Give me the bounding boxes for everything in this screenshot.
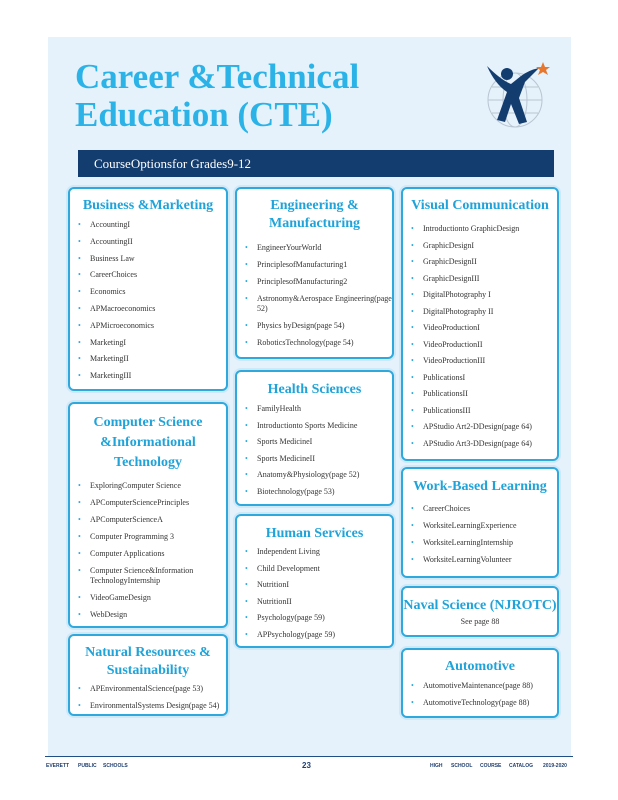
box-title-line-1: Natural Resources & (85, 645, 211, 660)
list-item: • AutomotiveMaintenance(page 88) (409, 681, 557, 691)
list-item: • MarketingI (76, 338, 226, 348)
list-item: • APEnvironmentalScience(page 53) (76, 684, 226, 694)
course-list (237, 547, 392, 640)
list-item: • VideoProductionII (409, 340, 557, 350)
list-item: • WorksiteLearningVolunteer (409, 555, 557, 565)
list-item: • Biotechnology(page 53) (243, 487, 392, 497)
list-item: • APComputerScienceA (76, 515, 226, 525)
list-item: • PublicationsI (409, 373, 557, 383)
list-item: • PublicationsII (409, 389, 557, 399)
course-list (70, 684, 226, 711)
list-item: • Physics byDesign(page 54) (243, 321, 392, 331)
footer-left-3: SCHOOLS (103, 763, 128, 769)
list-item: • MarketingIII (76, 371, 226, 381)
box-title-line-2: &Informational (100, 435, 196, 450)
list-item: • GraphicDesignI (409, 241, 557, 251)
course-list (403, 681, 557, 708)
business-marketing-box (68, 187, 228, 391)
list-item: • PublicationsIII (409, 406, 557, 416)
health-sciences-box (235, 370, 394, 506)
box-title: Work-Based Learning (413, 479, 547, 494)
list-item: • APStudio Art3-DDesign(page 64) (409, 439, 557, 449)
list-item: • APPsychology(page 59) (243, 630, 392, 640)
list-item: • Computer Programming 3 (76, 532, 226, 542)
page-number: 23 (302, 761, 311, 770)
box-title-line-2: Sustainability (106, 663, 190, 678)
list-item: • CareerChoices (76, 270, 226, 280)
list-item: • VideoProductionIII (409, 356, 557, 366)
box-title-line-2: Manufacturing (269, 216, 360, 231)
footer-right-3: COURSE (480, 763, 502, 769)
list-item: • VideoGameDesign (76, 593, 226, 603)
course-list (403, 224, 557, 449)
list-item: • APComputerSciencePrinciples (76, 498, 226, 508)
list-item: • Astronomy&Aerospace Engineering(page 52) (243, 294, 392, 314)
list-item: • GraphicDesignIII (409, 274, 557, 284)
list-item: • PrinciplesofManufacturing1 (243, 260, 392, 270)
list-item: • NutritionII (243, 597, 392, 607)
box-title: Health Sciences (267, 382, 362, 397)
list-item: • EnvironmentalSystems Design(page 54) (76, 701, 226, 711)
footer-right-5: 2019-2020 (543, 763, 567, 769)
footer-left-1: EVERETT (46, 763, 70, 769)
list-item: • DigitalPhotography I (409, 290, 557, 300)
list-item: • Sports MedicineI (243, 437, 392, 447)
computer-science-box (68, 402, 228, 628)
course-list (70, 481, 226, 620)
list-item: • WebDesign (76, 610, 226, 620)
list-item: • GraphicDesignII (409, 257, 557, 267)
list-item: • Child Development (243, 564, 392, 574)
automotive-box (401, 648, 559, 718)
box-title: Automotive (445, 659, 515, 674)
box-title: Visual Communication (411, 198, 549, 213)
footer-right-1: HIGH (430, 763, 443, 769)
list-item: • Psychology(page 59) (243, 613, 392, 623)
box-title-line-1: Engineering & (270, 198, 359, 213)
list-item: • APMacroeconomics (76, 304, 226, 314)
list-item: • Independent Living (243, 547, 392, 557)
course-list (70, 220, 226, 381)
human-services-box (235, 514, 394, 648)
list-item: • RoboticsTechnology(page 54) (243, 338, 392, 348)
list-item: • DigitalPhotography II (409, 307, 557, 317)
list-item: • Computer Science&Information TechnologyInternship (76, 566, 226, 586)
list-item: • WorksiteLearningInternship (409, 538, 557, 548)
title-line-1: Career &Technical (75, 57, 360, 96)
course-list (403, 504, 557, 565)
list-item: • EngineerYourWorld (243, 243, 392, 253)
list-item: • AccountingII (76, 237, 226, 247)
footer-divider (45, 756, 573, 757)
list-item: • AutomotiveTechnology(page 88) (409, 698, 557, 708)
box-title (70, 644, 226, 680)
see-page-note: See page 88 (460, 617, 500, 626)
natural-resources-box (68, 634, 228, 716)
list-item: • Economics (76, 287, 226, 297)
course-list (237, 243, 392, 348)
grades-banner: CourseOptionsfor Grades9-12 (78, 150, 554, 177)
footer-right-2: SCHOOL (451, 763, 473, 769)
list-item: • WorksiteLearningExperience (409, 521, 557, 531)
box-title-line-3: Technology (114, 455, 182, 470)
list-item: • AccountingI (76, 220, 226, 230)
box-title: Naval Science (NJROTC) (403, 598, 557, 613)
list-item: • Computer Applications (76, 549, 226, 559)
work-based-learning-box (401, 467, 559, 578)
engineering-manufacturing-box (235, 187, 394, 359)
visual-communication-box (401, 187, 559, 461)
box-title (70, 413, 226, 473)
footer-left-2: PUBLIC (78, 763, 97, 769)
list-item: • FamilyHealth (243, 404, 392, 414)
course-list (237, 404, 392, 497)
list-item: • VideoProductionI (409, 323, 557, 333)
box-title (237, 197, 392, 233)
list-item: • Business Law (76, 254, 226, 264)
box-title: Business &Marketing (82, 198, 214, 213)
list-item: • Anatomy&Physiology(page 52) (243, 470, 392, 480)
list-item: • APStudio Art2-DDesign(page 64) (409, 422, 557, 432)
list-item: • NutritionI (243, 580, 392, 590)
cte-logo-icon (477, 52, 557, 136)
box-title: Human Services (265, 526, 364, 541)
naval-science-box (401, 586, 559, 637)
list-item: • PrinciplesofManufacturing2 (243, 277, 392, 287)
list-item: • Introductionto Sports Medicine (243, 421, 392, 431)
list-item: • CareerChoices (409, 504, 557, 514)
list-item: • MarketingII (76, 354, 226, 364)
list-item: • APMicroeconomics (76, 321, 226, 331)
page-title (75, 58, 405, 134)
list-item: • Sports MedicineII (243, 454, 392, 464)
title-line-2: Education (CTE) (75, 95, 333, 134)
footer-right-4: CATALOG (509, 763, 533, 769)
box-title-line-1: Computer Science (93, 415, 203, 430)
list-item: • ExploringComputer Science (76, 481, 226, 491)
list-item: • Introductionto GraphicDesign (409, 224, 557, 234)
